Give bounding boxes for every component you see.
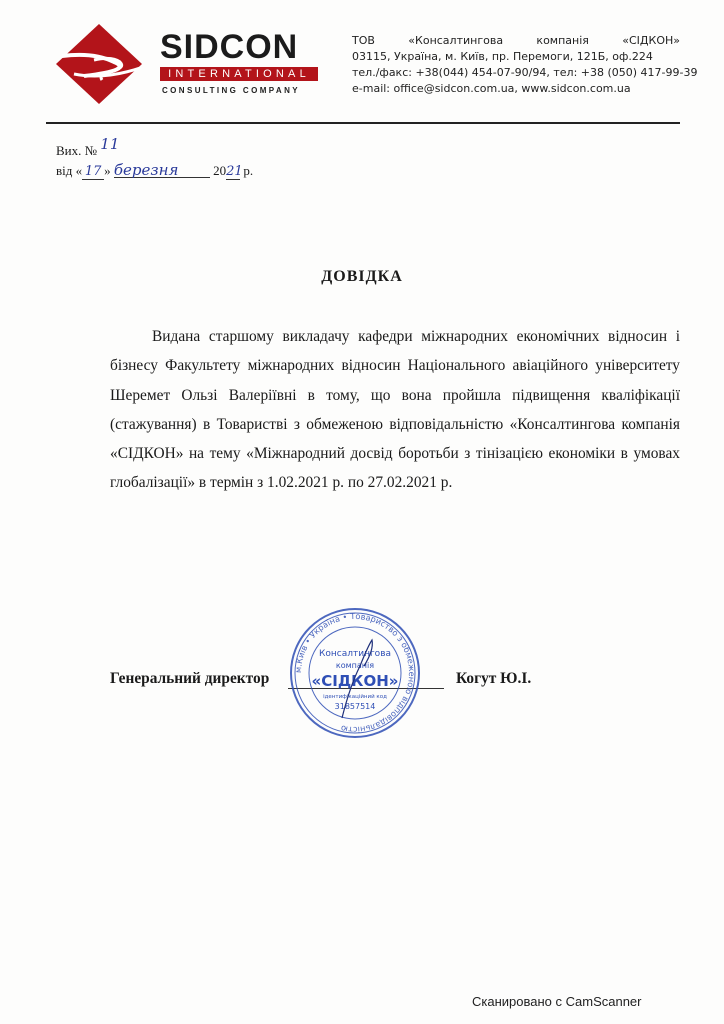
body-paragraph: Видана старшому викладачу кафедри міжнародних економічних відносин і бізнесу Факультету міжнародних відносин Національного авіаційного університету Шеремет Ользі Валеріївні в тому, що вона пройшла підвищення кваліфікації (стажування) в Товаристві з обмеженою відповідальністю «Консалтингова компанія «СІДКОН» на тему «Міжнародний досвід боротьби з тінізацією економіки в умовах глобалізації» в термін з 1.02.2021 р. по 27.02.2021 р.: [110, 328, 680, 492]
date-year-end: р.: [243, 163, 254, 178]
date-day-close: »: [104, 163, 111, 178]
date-year-prefix: 20: [213, 163, 227, 178]
outgoing-number-block: [56, 135, 254, 181]
date-month: березня: [114, 163, 210, 178]
header-divider: [46, 122, 680, 124]
sidcon-logo-icon: [54, 22, 144, 106]
stamp-line1: Консалтингова: [318, 649, 392, 659]
date-year-suffix: 21: [226, 164, 243, 179]
stamp-outer-text: м.Київ • Україна • Товариство з обмеженою відповідальністю: [292, 610, 418, 736]
document-body: [110, 322, 680, 498]
company-phones: тел./факс: +38(044) 454-07-90/94, тел: +38 (050) 417-99-39: [352, 66, 698, 79]
company-contact: [352, 33, 698, 97]
signatory-position: Генеральний директор: [110, 670, 270, 687]
document-title: ДОВІДКА: [321, 268, 403, 285]
stamp-line2: компанія: [335, 661, 375, 670]
stamp-code-label: ідентифікаційний код: [323, 694, 387, 700]
logo-wordmark: SIDCON: [160, 28, 299, 66]
outgoing-number-label: Вих. №: [56, 143, 98, 158]
company-stamp: [288, 606, 422, 740]
outgoing-number-value: 11: [100, 135, 120, 153]
company-name: ТОВ «Консалтингова компанія «СІДКОН»: [352, 34, 680, 47]
company-web: e-mail: office@sidcon.com.ua, www.sidcon.com.ua: [352, 82, 631, 95]
company-address: 03115, Україна, м. Київ, пр. Перемоги, 121Б, оф.224: [352, 50, 653, 63]
date-prefix: від «: [56, 163, 83, 178]
camscanner-watermark: Сканировано с CamScanner: [472, 994, 642, 1009]
logo-band: INTERNATIONAL: [160, 67, 318, 81]
date-day: 17: [82, 165, 104, 180]
stamp-code: 31857514: [334, 702, 376, 711]
signatory-name: Когут Ю.І.: [456, 670, 532, 687]
logo-tagline: CONSULTING COMPANY: [162, 86, 301, 95]
stamp-name: «СІДКОН»: [311, 672, 399, 690]
